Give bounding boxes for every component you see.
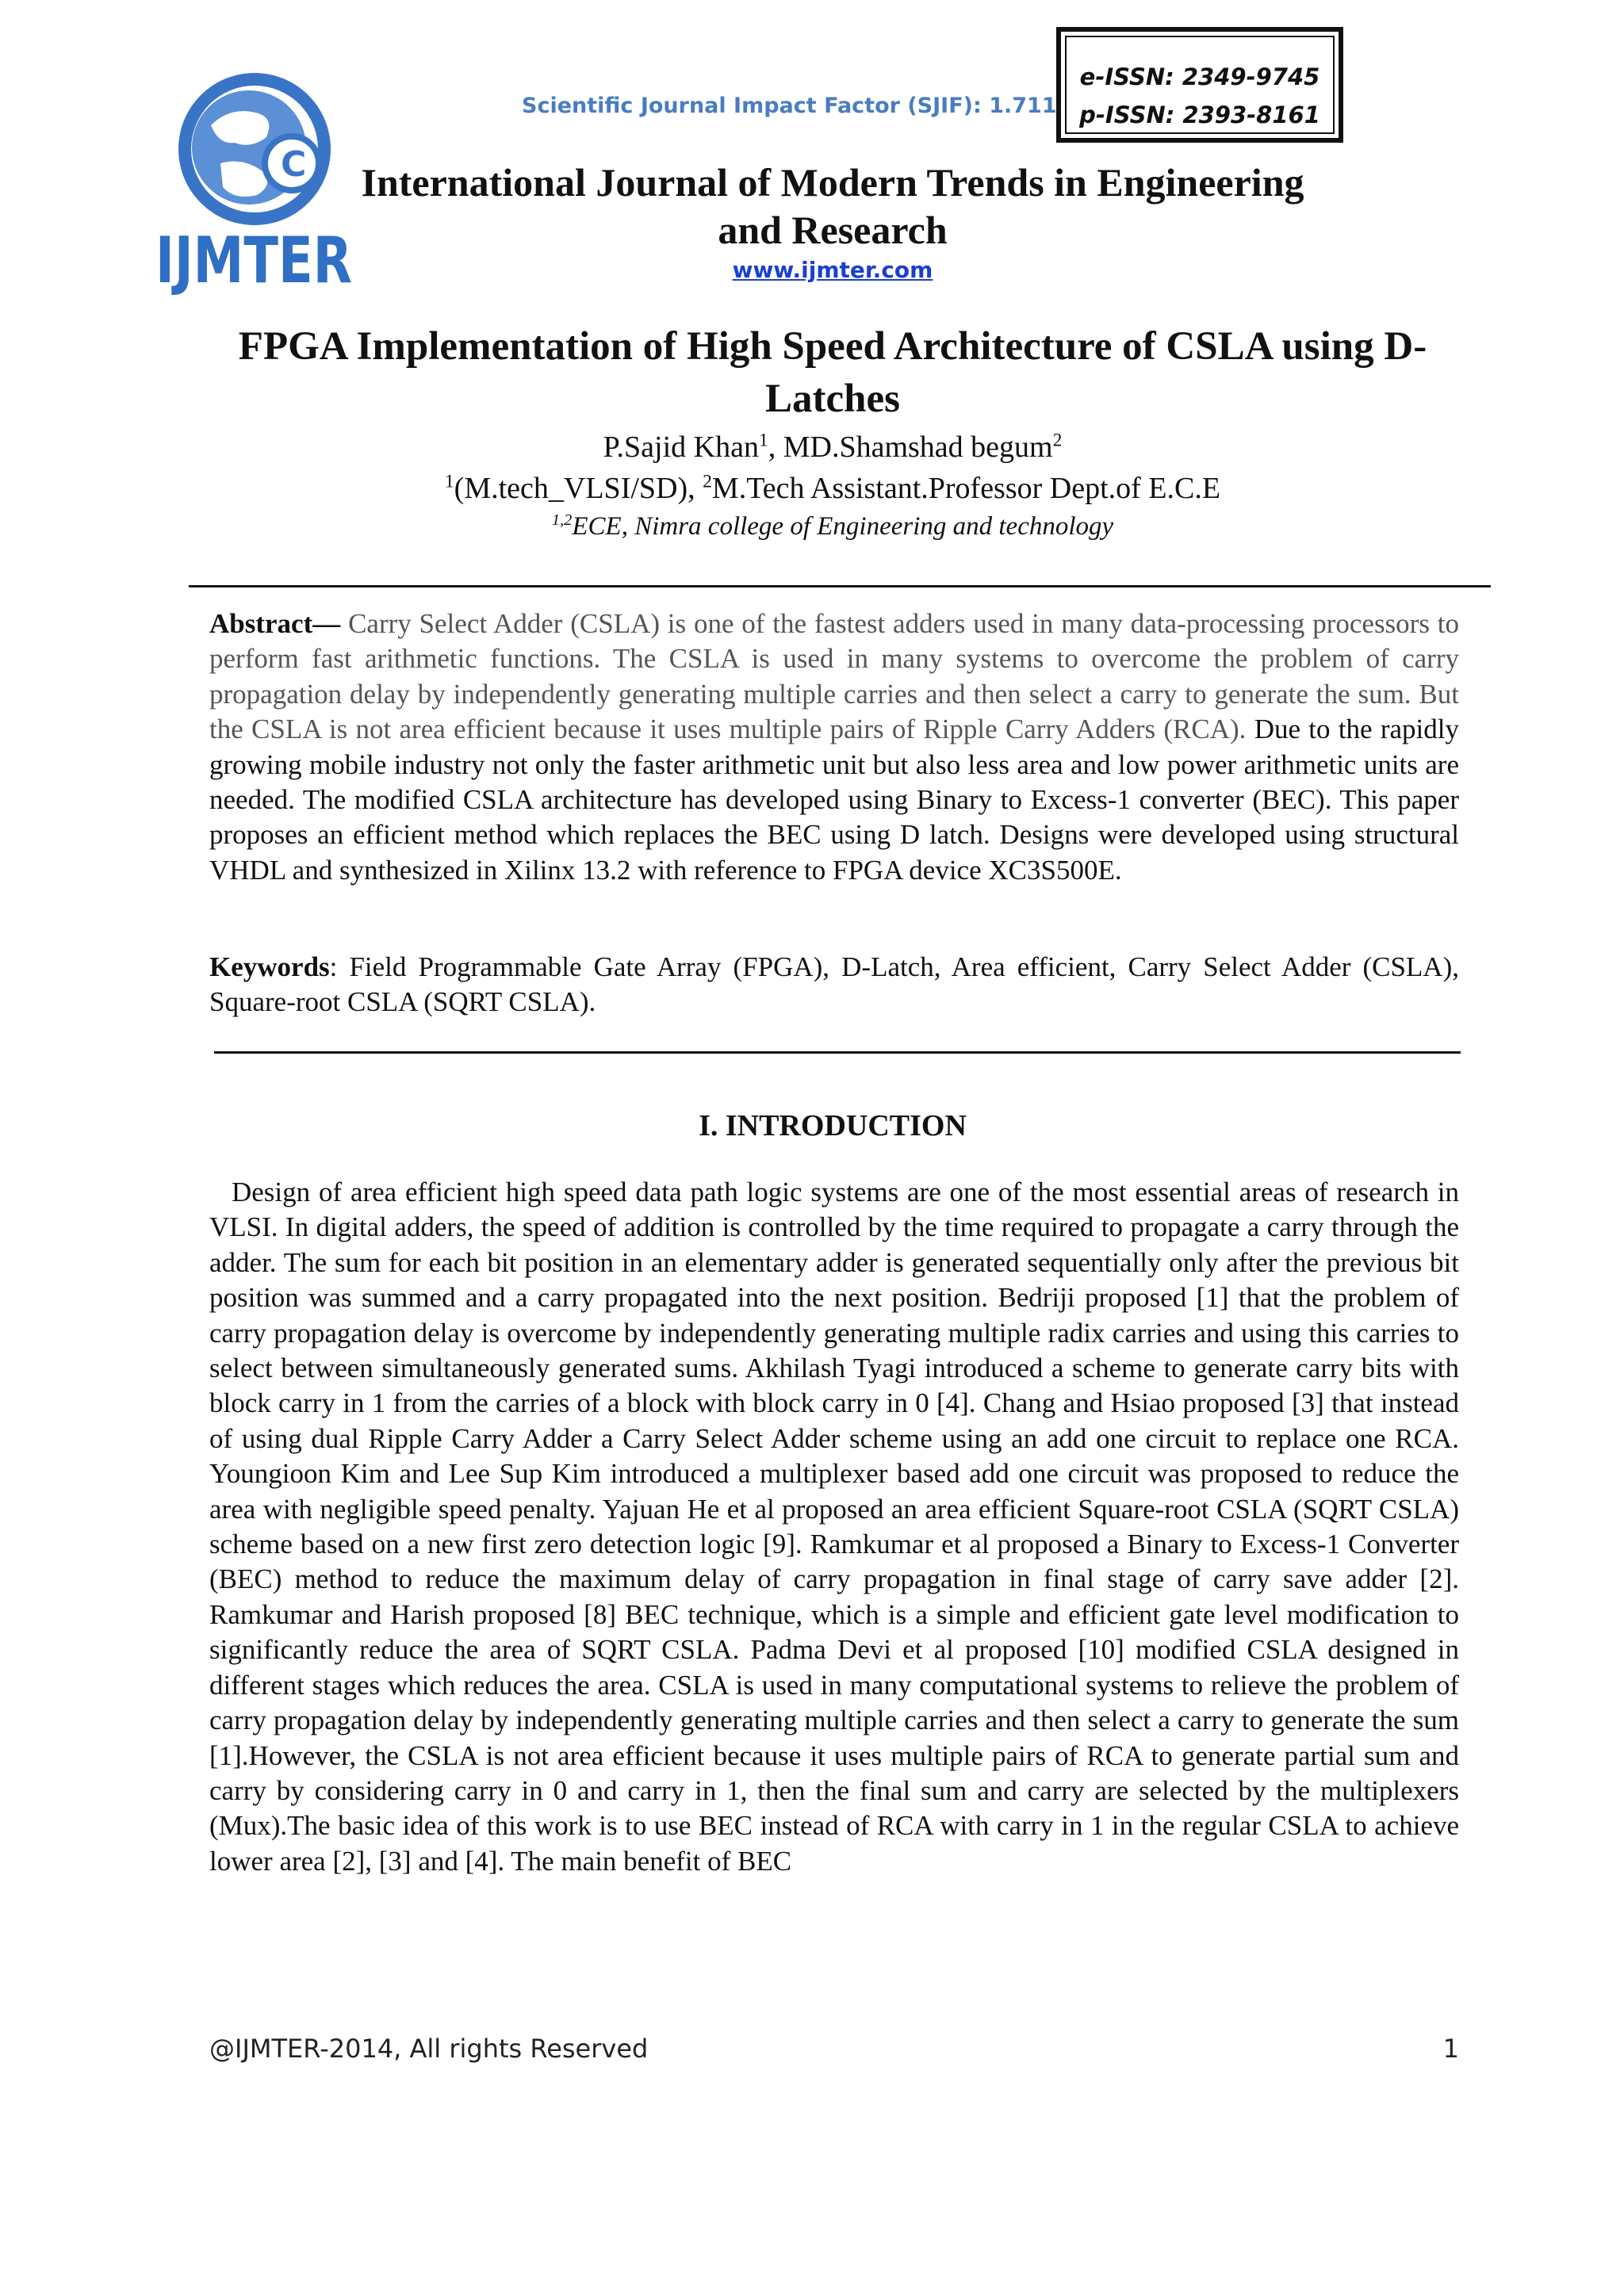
author-separator: ,	[768, 430, 783, 464]
impact-factor: Scientific Journal Impact Factor (SJIF): 1.711	[522, 94, 1057, 118]
author-2-sup: 2	[1052, 430, 1063, 451]
e-issn: e-ISSN: 2349-9745	[1079, 63, 1320, 90]
svg-text:C: C	[281, 144, 307, 185]
affiliations	[190, 468, 1475, 509]
institution-sup: 1,2	[551, 511, 573, 529]
journal-logo	[155, 70, 354, 297]
abstract-dash: —	[312, 608, 349, 639]
issn-inner-frame	[1065, 36, 1335, 134]
footer-copyright: @IJMTER-2014, All rights Reserved	[209, 2034, 649, 2064]
keywords-text: : Field Programmable Gate Array (FPGA), D-Latch, Area efficient, Carry Select Adder (CSLA), Square-root CSLA (SQRT CSLA).	[209, 951, 1459, 1018]
author-2: MD.Shamshad begum	[783, 430, 1053, 464]
author-1-sup: 1	[758, 430, 768, 451]
institution	[190, 507, 1475, 545]
abstract	[209, 607, 1459, 888]
journal-website-link[interactable]: www.ijmter.com	[732, 257, 933, 283]
bottom-divider	[214, 1051, 1461, 1054]
affil-2: M.Tech Assistant.Professor Dept.of E.C.E	[711, 472, 1221, 505]
keywords	[209, 950, 1459, 1020]
abstract-label: Abstract	[209, 608, 313, 639]
top-divider	[189, 585, 1491, 587]
paper-title: FPGA Implementation of High Speed Architecture of CSLA using D-Latches	[238, 324, 1427, 421]
introduction-body	[209, 1175, 1459, 1879]
institution-text: ECE, Nimra college of Engineering and technology	[572, 512, 1114, 541]
page-number: 1	[1442, 2034, 1459, 2064]
keywords-label: Keywords	[209, 951, 330, 982]
introduction-heading: I. INTRODUCTION	[699, 1109, 967, 1142]
affil-1: (M.tech_VLSI/SD),	[454, 472, 703, 505]
introduction-paragraph: Design of area efficient high speed data path logic systems are one of the most essential areas of research in VLSI. In digital adders, the speed of addition is controlled by the time required to propagate a carry through the adder. The sum for each bit position in an elementary adder is generated sequentially only after the previous bit position was summed and a carry propagated into the next position. Bedriji proposed [1] that the problem of carry propagation delay is overcome by independently generating multiple radix carries and using this carries to select between simultaneously generated sums. Akhilash Tyagi introduced a scheme to generate carry bits with block carry in 1 from the carries of a block with block carry in 0 [4]. Chang and Hsiao proposed [3] that instead of using dual Ripple Carry Adder a Carry Select Adder scheme using an add one circuit to replace one RCA. Youngioon Kim and Lee Sup Kim introduced a multiplexer based add one circuit was proposed to reduce the area with negligible speed penalty. Yajuan He et al proposed an area efficient Square-root CSLA (SQRT CSLA) scheme based on a new first zero detection logic [9]. Ramkumar et al proposed a Binary to Excess-1 Converter (BEC) method to reduce the maximum delay of carry propagation in final stage of carry save adder [2]. Ramkumar and Harish proposed [8] BEC technique, which is a simple and efficient gate level modification to significantly reduce the area of SQRT CSLA. Padma Devi et al proposed [10] modified CSLA designed in different stages which reduces the area. CSLA is used in many computational systems to relieve the problem of carry propagation delay by independently generating multiple carries and then select a carry to generate the sum [1].However, the CSLA is not area efficient because it uses multiple pairs of RCA to generate partial sum and carry by considering carry in 0 and carry in 1, then the final sum and carry are selected by the multiplexers (Mux).The basic idea of this work is to use BEC instead of RCA with carry in 1 in the regular CSLA to achieve lower area [2], [3] and [4]. The main benefit of BEC	[209, 1177, 1459, 1877]
abstract-text-part1: Carry Select Adder (CSLA) is one of the fastest adders used in many data-processing processors to perform fast arithmetic functions. The CSLA is used in many systems to overcome the problem of carry propagation delay by independently generating multiple carries and then select a carry to generate the sum. But the CSLA is not area efficient because it uses multiple pairs of Ripple Carry Adders (RCA).	[209, 608, 1459, 745]
abstract-text-part2: Due to the rapidly growing mobile industry not only the faster arithmetic unit but also less area and low power arithmetic units are needed. The modified CSLA architecture has developed using Binary to Excess-1 converter (BEC). This paper proposes an efficient method which replaces the BEC using D latch. Designs were developed using structural VHDL and synthesized in Xilinx 13.2 with reference to FPGA device XC3S500E.	[209, 714, 1460, 886]
globe-gear-icon	[155, 70, 354, 297]
affil-2-sup: 2	[703, 471, 712, 492]
author-1: P.Sajid Khan	[603, 430, 759, 464]
p-issn: p-ISSN: 2393-8161	[1079, 101, 1320, 128]
issn-box	[1056, 27, 1343, 143]
affil-1-sup: 1	[444, 471, 454, 492]
logo-text: IJMTER	[155, 224, 352, 297]
authors	[190, 427, 1475, 468]
journal-title: International Journal of Modern Trends in Engineering and Research	[361, 160, 1304, 252]
